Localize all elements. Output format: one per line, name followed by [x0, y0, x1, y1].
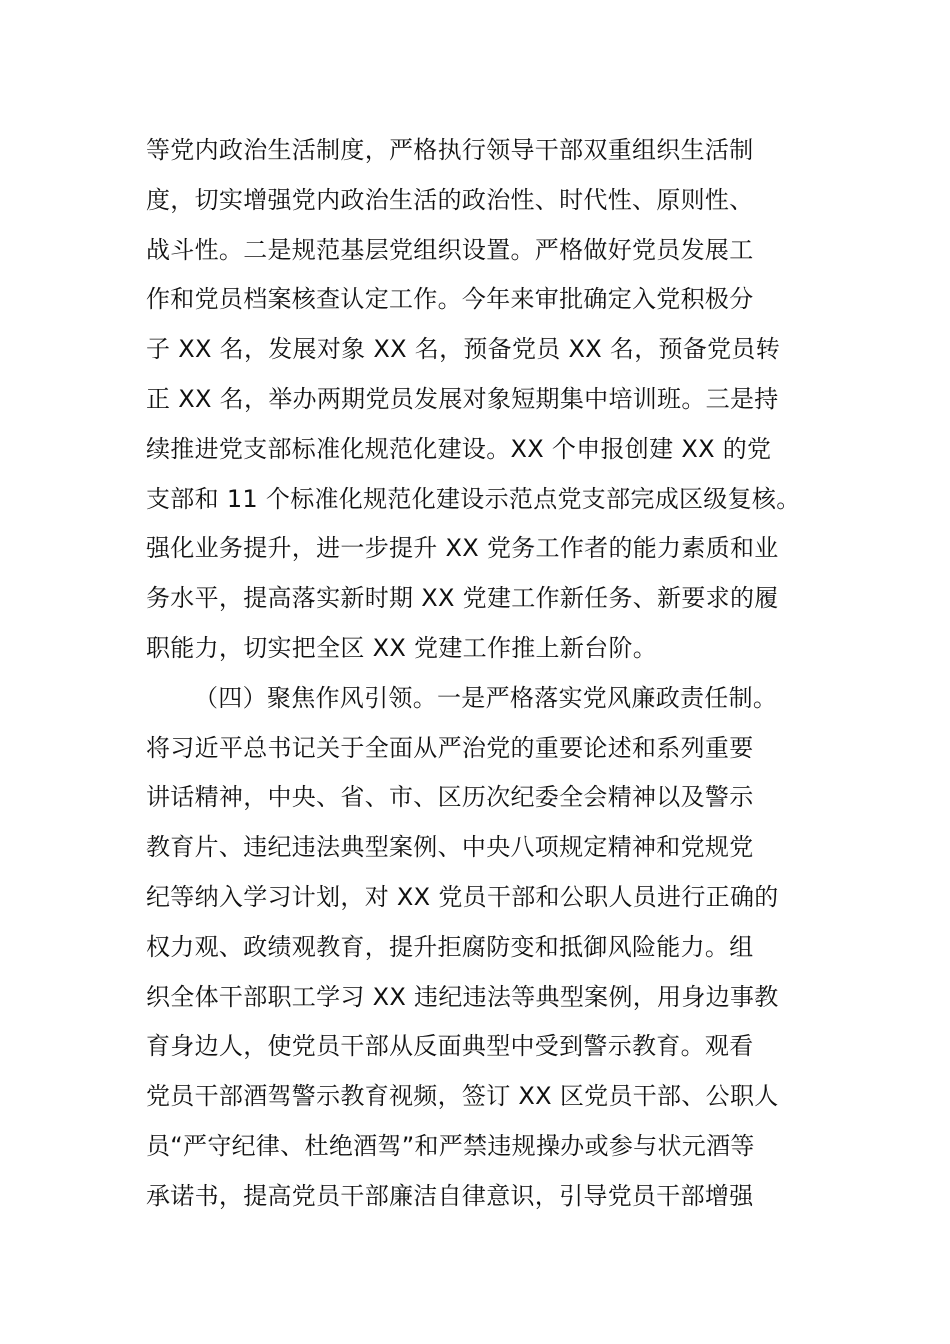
text-line: 强化业务提升，进一步提升 XX 党务工作者的能力素质和业: [146, 534, 779, 563]
text-line: 育身边人，使党员干部从反面典型中受到警示教育。观看: [146, 1032, 754, 1061]
text-line: 务水平，提高落实新时期 XX 党建工作新任务、新要求的履: [146, 584, 779, 613]
text-line: 子 XX 名，发展对象 XX 名，预备党员 XX 名，预备党员转: [146, 335, 781, 364]
text-line: 度，切实增强党内政治生活的政治性、时代性、原则性、: [146, 185, 754, 214]
text-line: 支部和 11 个标准化规范化建设示范点党支部完成区级复核。: [146, 484, 801, 513]
section-heading-line: （四）聚焦作风引领。一是严格落实党风廉政责任制。: [194, 683, 778, 712]
text-line: 讲话精神，中央、省、市、区历次纪委全会精神以及警示: [146, 783, 754, 812]
text-line: 织全体干部职工学习 XX 违纪违法等典型案例，用身边事教: [146, 982, 779, 1011]
text-line: 纪等纳入学习计划，对 XX 党员干部和公职人员进行正确的: [146, 882, 779, 911]
text-line: 职能力，切实把全区 XX 党建工作推上新台阶。: [146, 633, 658, 662]
text-line: 员“严守纪律、杜绝酒驾”和严禁违规操办或参与状元酒等: [146, 1131, 755, 1160]
text-line: 作和党员档案核查认定工作。今年来审批确定入党积极分: [146, 285, 754, 314]
text-line: 续推进党支部标准化规范化建设。XX 个申报创建 XX 的党: [146, 434, 772, 463]
text-line: 战斗性。二是规范基层党组织设置。严格做好党员发展工: [146, 235, 754, 264]
text-line: 等党内政治生活制度，严格执行领导干部双重组织生活制: [146, 136, 754, 164]
text-line: 权力观、政绩观教育，提升拒腐防变和抵御风险能力。组: [146, 932, 754, 961]
text-line: 教育片、违纪违法典型案例、中央八项规定精神和党规党: [146, 833, 754, 862]
text-line: 承诺书，提高党员干部廉洁自律意识，引导党员干部增强: [146, 1181, 754, 1210]
text-line: 党员干部酒驾警示教育视频，签订 XX 区党员干部、公职人: [146, 1082, 779, 1111]
document-body: [146, 126, 846, 1222]
text-line: 正 XX 名，举办两期党员发展对象短期集中培训班。三是持: [146, 384, 779, 413]
text-line: 将习近平总书记关于全面从严治党的重要论述和系列重要: [146, 733, 754, 762]
